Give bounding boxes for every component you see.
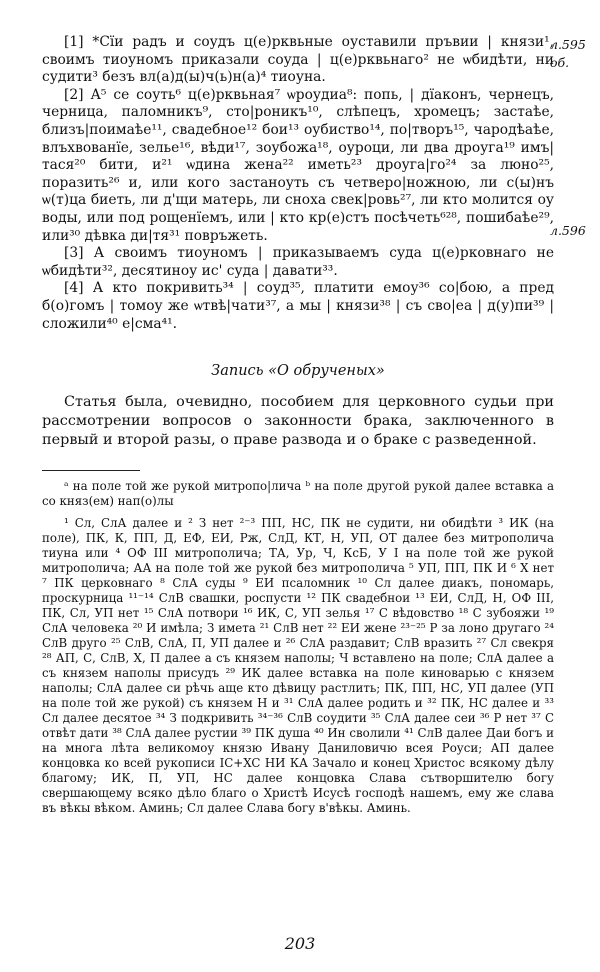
paragraph-2: [2] А⁵ се соуть⁶ ц(е)рквьная⁷ ѡроудиа⁸: попь, | дїаконъ, чернецъ, черница, паломникъ⁹, сто|роникъ¹⁰, слѣпецъ, хромецъ; застаѣе, близъ|поимаѣе¹¹, свадебное¹² бои¹³ оубиство¹⁴, по|творъ¹⁵, чародѣаѣе, влъхвованїе, зелье¹⁶, вѣди¹⁷, зоубожа¹⁸, оуроци, ли два дроуга¹⁹ имъ|тася²⁰ бити, и²¹ ѡдина жена²² иметь²³ дроуга|го²⁴ за люно²⁵, поразить²⁶ и, или кого застаноуть съ четверо|ножною, ли с(ы)нъ ѡ(т)ца биеть, ли д'щи матерь, ли сноха свек|ровь²⁷, ли кто молится оу воды, или под рощенїемъ, или | кто кр(е)стъ посѣчеть⁶²⁸, пошибаѣе²⁹, или³⁰ дѣвка ди|тя³¹ повръжеть. xyxy=(42,86,554,244)
letter-footnotes: ᵃ на поле той же рукой митропо|лича ᵇ на поле другой рукой далее вставка а со княз(ем) нап(о)лы xyxy=(42,479,554,508)
document-page xyxy=(42,34,586,816)
section-heading: Запись «О обрученых» xyxy=(211,363,385,380)
footnotes-text: ¹ Сл, СлА далее и ² З нет ²⁻³ ПП, НС, ПК не судити, ни обидѣти ³ ИК (на поле), ПК, К, ПП, Д, ЕФ, ЕИ, Рж, СлД, КТ, Н, УП, ОТ далее без митрополича тиуна или ⁴ ОФ III митрополича; ТА, Ур, Ч, КсБ, У I на поле той же рукой митрополича; АА на поле той же рукой без митрополича ⁵ УП, ПП, ПК И ⁶ Х нет ⁷ ПК церковнаго ⁸ СлА суды ⁹ ЕИ псаломник ¹⁰ Сл далее диакъ, пономарь, проскурница ¹¹⁻¹⁴ СлВ свашки, роспусти ¹² ПК свадебнои ¹³ ЕИ, СлД, Н, ОФ III, ПК, Сл, УП нет ¹⁵ СлА потвори ¹⁶ ИК, С, УП зелья ¹⁷ С вѣдовство ¹⁸ С зубояжи ¹⁹ СлА человека ²⁰ И имѣла; З имета ²¹ СлВ нет ²² ЕИ жене ²³⁻²⁵ Р за лоно другаго ²⁴ СлВ друго ²⁵ СлВ, СлА, П, УП далее и ²⁶ СлА раздавит; СлВ вразить ²⁷ Сл свекря ²⁸ АП, С, СлВ, Х, П далее а съ князем наполы; Ч вставлено на поле; СлА далее а съ князем наполы присудъ ²⁹ ИК далее вставка на поле киноварью с князем наполы; СлА далее си рѣчь аще кто дѣвицу растлить; ПК, ПП, НС, УП далее (УП на поле той же рукой) съ князем Н и ³¹ СлА далее родить и ³² ПК, НС далее и ³³ Сл далее десятое ³⁴ З подкривить ³⁴⁻³⁶ СлВ соудити ³⁵ СлА далее сеи ³⁶ Р нет ³⁷ С отвѣт дати ³⁸ СлА далее рустии ³⁹ ПК душа ⁴⁰ Ин сволили ⁴¹ СлВ далее Даи богъ и на многа лѣта великомоу князю Ивану Даниловичю всея Роуси; АП далее концовка ко всей рукописи IC+XC НИ КА Зачало и конец Христос всякому дѣлу благому; ИК, П, УП, НС далее концовка Слава сътворшителю богу свершающему всяко дѣло благо о Христѣ Исусѣ господѣ нашемъ, ему же слава въ вѣкы вѣком. Аминь; Сл далее Слава богу в'вѣкы. Аминь. xyxy=(42,516,554,816)
numbered-footnotes xyxy=(42,516,554,816)
margin-note-folio-595: л.595 xyxy=(550,37,586,52)
paragraph-3: [3] А своимъ тиоуномъ | приказываемъ суда ц(е)рковнаго не ѡбидѣти³², десятиноу ис' суда | давати³³. xyxy=(42,245,554,279)
margin-note-folio-596: л.596 xyxy=(550,223,586,238)
paragraph-4: [4] А кто покривить³⁴ | соуд³⁵, платити емоу³⁶ со|бою, а пред б(о)гомъ | томоу же ѡтвѣ|чати³⁷, а мы | князи³⁸ | съ сво|еа | д(у)пи³⁹ | сложили⁴⁰ е|сма⁴¹. xyxy=(42,280,554,332)
intro-paragraph: Статья была, очевидно, пособием для церковного судьи при рассмотрении вопросов о законности брака, заключенного в первый и второй разы, о праве развода и о браке с разведенной. xyxy=(42,394,554,449)
footnote-divider xyxy=(42,470,140,471)
margin-note-verso: об. xyxy=(550,55,570,70)
paragraph-1: [1] *Сїи радъ и соудъ ц(е)рквьные оуставили пръвии | князи¹, своимъ тиоуномъ приказали соуда | ц(е)рквьнаго² не ѡбидѣти, ни судити³ безъ вл(а)д(ы)ч(ь)н(а)⁴ тиоуна. xyxy=(42,34,554,86)
page-number: 203 xyxy=(284,934,316,953)
main-text xyxy=(42,34,586,333)
